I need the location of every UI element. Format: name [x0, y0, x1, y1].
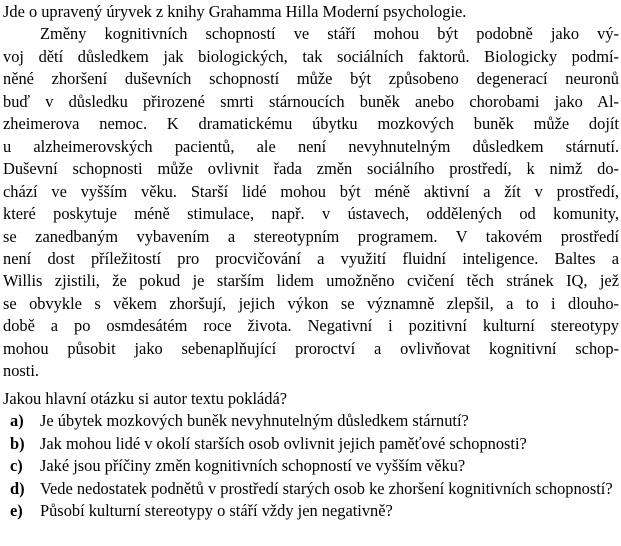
option-text: Jaké jsou příčiny změn kognitivních schopností ve vyšším věku?	[40, 456, 466, 476]
passage-line: voj dětí důsledkem jak biologických, tak sociálních faktorů. Biologicky podmí-	[3, 46, 619, 66]
answer-option-d	[3, 478, 619, 500]
option-text: Vede nedostatek podnětů v prostředí starých osob ke zhoršení kognitivních schopností?	[40, 478, 613, 498]
option-letter: e)	[10, 500, 23, 520]
passage-line: něné zhoršení duševních schopností může být způsobeno degenerací neuronů	[3, 69, 619, 89]
answer-option-a	[3, 410, 619, 432]
option-letter: b)	[10, 433, 25, 453]
passage-line: Změny kognitivních schopností ve stáří mohou být podobně jako vý-	[40, 24, 619, 44]
answer-option-b	[3, 433, 619, 455]
passage-line: zheimerova nemoc. K dramatickému úbytku mozkových buněk může dojít	[3, 114, 619, 134]
passage-line: mohou působit jako sebenaplňující proroctví a ovlivňovat kognitivní schop-	[3, 338, 619, 358]
passage-line: nosti.	[3, 361, 39, 381]
question-text: Jakou hlavní otázku si autor textu pokládá?	[3, 388, 288, 408]
answer-option-c	[3, 455, 619, 477]
option-text: Je úbytek mozkových buněk nevyhnutelným důsledkem stárnutí?	[40, 411, 469, 431]
question-block	[3, 388, 619, 523]
passage-line: době a po osmdesátém roce života. Negativní i pozitivní kulturní stereotypy	[3, 316, 619, 336]
source-note: Jde o upravený úryvek z knihy Grahamma Hilla Moderní psychologie.	[3, 2, 467, 21]
passage-line: buď v důsledku přirozené smrti stárnoucích buněk anebo chorobami jako Al-	[3, 91, 619, 111]
option-text: Jak mohou lidé v okolí starších osob ovlivnit jejich paměťové schopnosti?	[40, 433, 527, 453]
option-letter: d)	[10, 478, 25, 498]
passage-line: Duševní schopnosti může ovlivnit řada změn sociálního prostředí, k nimž do-	[3, 159, 619, 179]
passage-line: chází ve vyšším věku. Starší lidé mohou být méně aktivní a žít v prostředí,	[3, 181, 619, 201]
option-letter: a)	[10, 411, 24, 431]
passage-line: se obvykle s věkem zhoršují, jejich výkon se významně zlepšil, a to i dlouho-	[3, 293, 619, 313]
passage-line: Willis zjistili, že pokud je starším lidem umožněno cvičení těch stránek IQ, jež	[3, 271, 619, 291]
passage-line: u alzheimerovských pacientů, ale není nevyhnutelným důsledkem stárnutí.	[3, 136, 619, 156]
passage-line: není dost příležitostí pro procvičování a využití fluidní inteligence. Baltes a	[3, 248, 619, 268]
option-letter: c)	[10, 456, 23, 476]
option-text: Působí kulturní stereotypy o stáří vždy jen negativně?	[40, 500, 393, 520]
answer-option-e	[3, 500, 619, 522]
passage	[3, 23, 619, 382]
passage-line: které poskytuje méně stimulace, např. v ústavech, oddělených od komunity,	[3, 204, 619, 224]
passage-line: se zanedbaným vybavením a stereotypním programem. V takovém prostředí	[3, 226, 619, 246]
